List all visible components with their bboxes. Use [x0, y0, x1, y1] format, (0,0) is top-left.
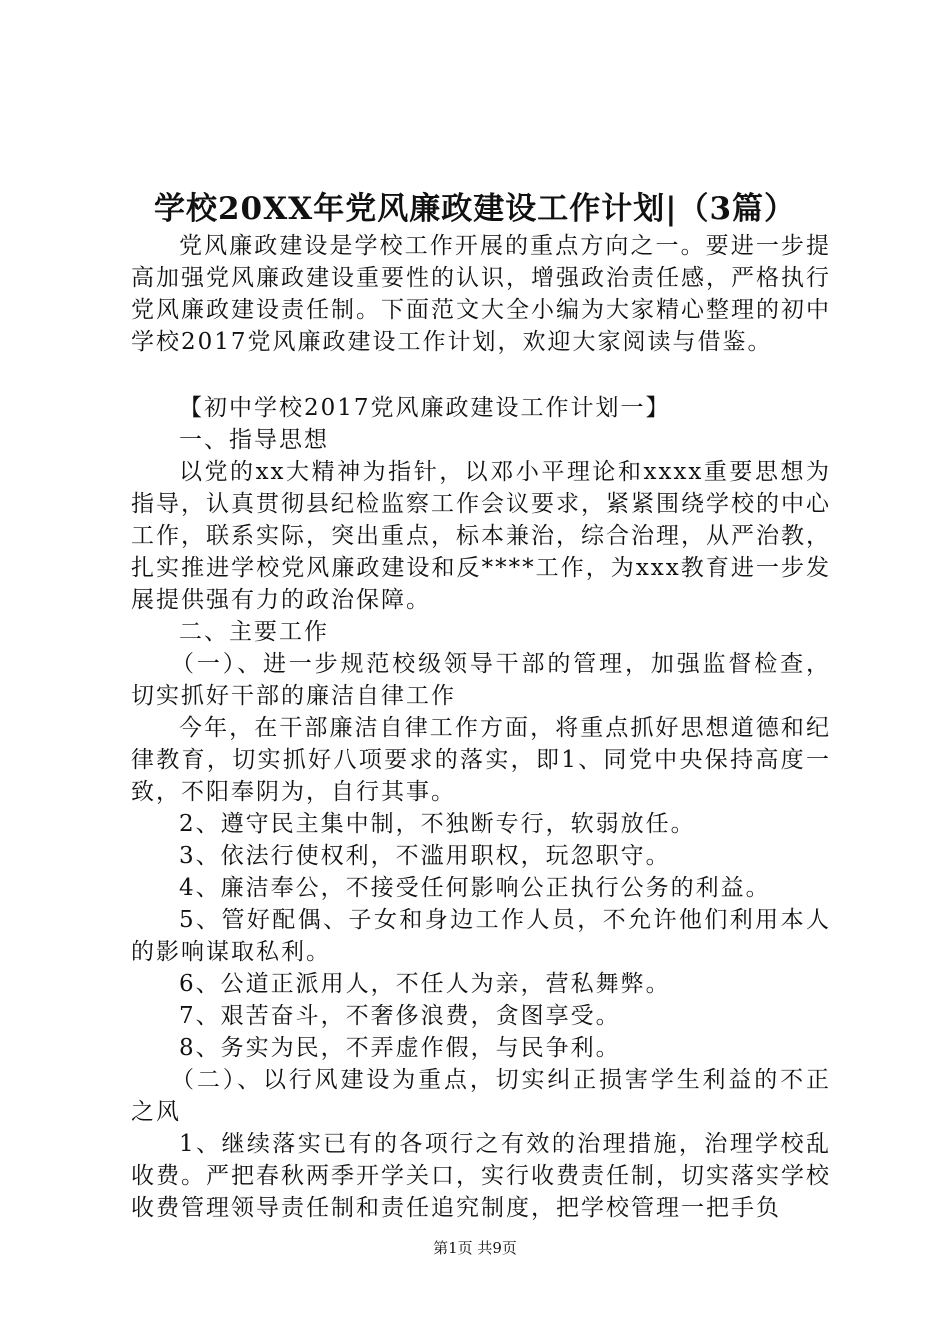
document-title: 学校20XX年党风廉政建设工作计划|（3篇） — [153, 191, 797, 227]
page-number: 第1页 共9页 — [433, 1239, 517, 1257]
subheading-1: （一）、进一步规范校级领导干部的管理，加强监督检查，切实抓好干部的廉洁自律工作 — [131, 651, 831, 709]
intro-paragraph: 党风廉政建设是学校工作开展的重点方向之一。要进一步提高加强党风廉政建设重要性的认识，增强政治责任感，严格执行党风廉政建设责任制。下面范文大全小编为大家精心整理的初中学校2017党风廉政建设工作计划，欢迎大家阅读与借鉴。 — [131, 233, 831, 355]
paragraph-gap — [131, 358, 831, 392]
paragraph-fees: 1、继续落实已有的各项行之有效的治理措施，治理学校乱收费。严把春秋两季开学关口，实行收费责任制，切实落实学校收费管理领导责任制和责任追究制度，把学校管理一把手负 — [131, 1131, 831, 1221]
section-heading: 【初中学校2017党风廉政建设工作计划一】 — [179, 395, 671, 421]
list-item-6: 6、公道正派用人，不任人为亲，营私舞弊。 — [179, 971, 671, 997]
list-item-8: 8、务实为民，不弄虚作假，与民争利。 — [179, 1035, 621, 1061]
heading-guiding-thought: 一、指导思想 — [179, 427, 329, 453]
list-item-3: 3、依法行使权利，不滥用职权，玩忽职守。 — [179, 843, 671, 869]
subheading-2: （二）、以行风建设为重点，切实纠正损害学生利益的不正之风 — [131, 1067, 831, 1125]
list-item-7: 7、艰苦奋斗，不奢侈浪费，贪图享受。 — [179, 1003, 621, 1029]
list-item-2: 2、遵守民主集中制，不独断专行，软弱放任。 — [179, 811, 696, 837]
list-item-4: 4、廉洁奉公，不接受任何影响公正执行公务的利益。 — [179, 875, 771, 901]
list-item-5: 5、管好配偶、子女和身边工作人员，不允许他们利用本人的影响谋取私利。 — [131, 907, 831, 965]
paragraph-self-discipline: 今年，在干部廉洁自律工作方面，将重点抓好思想道德和纪律教育，切实抓好八项要求的落实，即1、同党中央保持高度一致，不阳奉阴为，自行其事。 — [131, 715, 831, 805]
heading-main-work: 二、主要工作 — [179, 619, 329, 645]
paragraph-guiding-thought: 以党的xx大精神为指针，以邓小平理论和xxxx重要思想为指导，认真贯彻县纪检监察工作会议要求，紧紧围绕学校的中心工作，联系实际，突出重点，标本兼治，综合治理，从严治教，扎实推进学校党风廉政建设和反****工作，为xxx教育进一步发展提供强有力的政治保障。 — [131, 459, 831, 613]
document-body — [131, 230, 831, 1224]
